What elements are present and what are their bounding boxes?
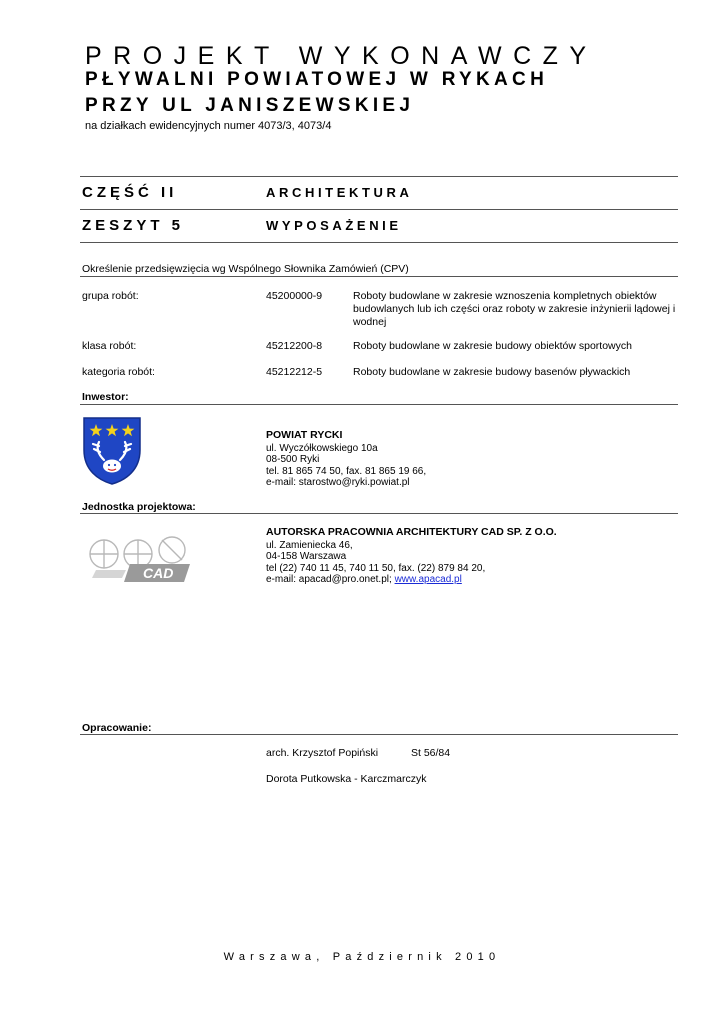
volume-value: WYPOSAŻENIE [266, 218, 402, 233]
design-unit-website-link[interactable]: www.apacad.pl [394, 574, 462, 586]
investor-address: ul. Wyczółkowskiego 10a [266, 442, 378, 454]
divider [80, 404, 678, 405]
cpv-row-label: klasa robót: [82, 340, 137, 352]
investor-name: POWIAT RYCKI [266, 429, 343, 441]
cpv-row-description: Roboty budowlane w zakresie budowy obiektów sportowych [353, 340, 632, 352]
project-subtitle-line1: PŁYWALNI POWIATOWEJ W RYKACH [85, 69, 549, 90]
part-label: CZĘŚĆ II [82, 184, 178, 201]
divider [80, 176, 678, 177]
author-name: arch. Krzysztof Popiński [266, 747, 379, 759]
divider [80, 242, 678, 243]
divider [80, 734, 678, 735]
cpv-row-code: 45212212-5 [266, 366, 323, 378]
design-unit-email-line [266, 574, 557, 586]
project-subtitle-line2: PRZY UL JANISZEWSKIEJ [85, 95, 415, 116]
design-unit-phone: tel (22) 740 11 45, 740 11 50, fax. (22) 879 84 20, [266, 562, 486, 574]
powiat-coat-of-arms-icon [82, 416, 142, 486]
design-unit-city: 04-158 Warszawa [266, 551, 347, 563]
part-value: ARCHITEKTURA [266, 185, 413, 200]
divider [80, 209, 678, 210]
cad-logo-icon [82, 524, 194, 584]
place-date-footer: Warszawa, Październik 2010 [223, 951, 501, 963]
cpv-row-label: grupa robót: [82, 290, 139, 302]
design-unit-name: AUTORSKA PRACOWNIA ARCHITEKTURY CAD SP. Z O.O. [266, 526, 557, 538]
prepared-by-heading: Opracowanie: [82, 722, 152, 734]
design-unit-heading: Jednostka projektowa: [82, 501, 196, 513]
investor-phone: tel. 81 865 74 50, fax. 81 865 19 66, [266, 465, 427, 477]
cpv-row-description: Roboty budowlane w zakresie wznoszenia kompletnych obiektów budowlanych lub ich części oraz roboty w zakresie inżynierii lądowej i wodnej [353, 290, 676, 328]
design-unit-info [266, 527, 557, 586]
coauthor-name: Dorota Putkowska - Karczmarczyk [266, 773, 427, 785]
cpv-row-description: Roboty budowlane w zakresie budowy basenów pływackich [353, 366, 631, 378]
divider [80, 513, 678, 514]
cpv-row-label: kategoria robót: [82, 366, 155, 378]
cpv-row-code: 45200000-9 [266, 290, 323, 302]
investor-info [266, 430, 426, 489]
design-unit-address: ul. Zamieniecka 46, [266, 539, 353, 551]
plot-numbers: na działkach ewidencyjnych numer 4073/3, 4073/4 [85, 120, 332, 132]
investor-email: e-mail: starostwo@ryki.powiat.pl [266, 477, 410, 489]
cpv-row-code: 45212200-8 [266, 340, 323, 352]
author-license: St 56/84 [411, 747, 451, 759]
investor-heading: Inwestor: [82, 391, 129, 403]
cad-logo-text: CAD [143, 565, 174, 581]
divider [80, 276, 678, 277]
design-unit-email: e-mail: apacad@pro.onet.pl; [266, 574, 395, 586]
project-title: PROJEKT WYKONAWCZY [85, 42, 598, 70]
investor-city: 08-500 Ryki [266, 454, 320, 466]
cpv-heading: Określenie przedsięwzięcia wg Wspólnego Słownika Zamówień (CPV) [82, 263, 409, 275]
volume-label: ZESZYT 5 [82, 217, 185, 234]
